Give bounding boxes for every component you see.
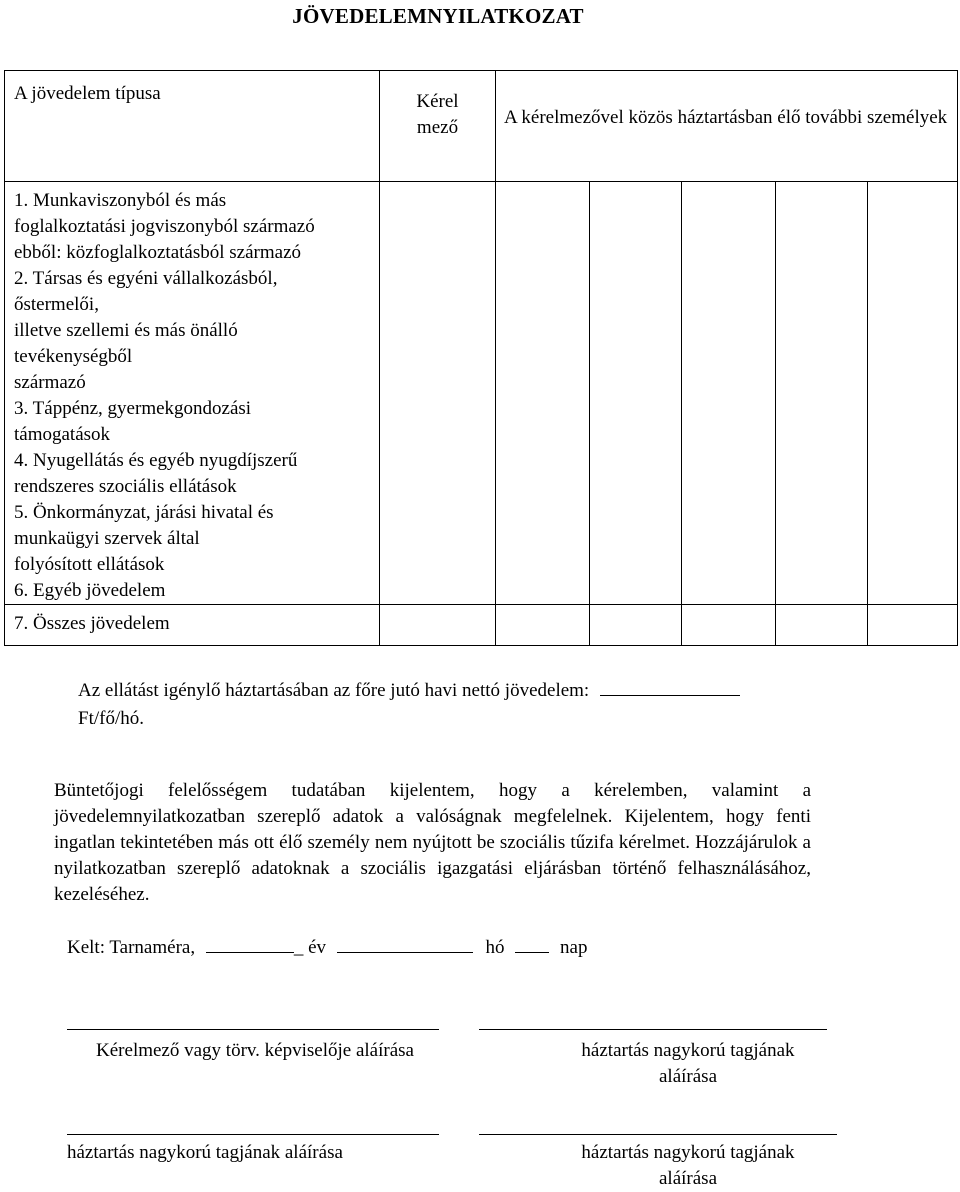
table-row-total [5,605,958,646]
member-5-income-field[interactable] [868,182,958,605]
liability-declaration: Büntetőjogi felelősségem tudatában kijelentem, hogy a kérelemben, valamint a jövedelemnyilatkozatban szereplő adatok a valóságnak megfelelnek. Kijelentem, hogy fenti ingatlan tekintetében más ott élő személy nem nyújtott be szociális tűzifa kérelmet. Hozzájárulok a nyilatkozatban szereplő adatoknak a szociális igazgatási eljárásban történő felhasználásához, kezeléséhez. [54,780,811,905]
income-types-cell [5,182,380,605]
member-4-total-field[interactable] [776,605,868,646]
day-label: nap [560,937,588,958]
member-1-income-field[interactable] [496,182,590,605]
member-2-total-field[interactable] [590,605,682,646]
income-line: munkaügyi szervek által [14,528,200,549]
income-table [4,70,958,646]
header-income-type: A jövedelem típusa [5,71,380,182]
member-2-income-field[interactable] [590,182,682,605]
header-household-members: A kérelmezővel közös háztartásban élő további személyek [496,71,958,182]
income-line: rendszeres szociális ellátások [14,476,237,497]
date-line [67,934,587,959]
document-title: JÖVEDELEMNYILATKOZAT [292,4,584,28]
income-line: illetve szellemi és más önálló [14,320,238,341]
income-line: 1. Munkaviszonyból és más [14,190,227,211]
income-line: folyósított ellátások [14,554,165,575]
member-3-income-field[interactable] [682,182,776,605]
income-line: 2. Társas és egyéni vállalkozásból, [14,268,278,289]
requester-income-field[interactable] [380,182,496,605]
income-line: származó [14,372,86,393]
member-2-signature-line[interactable] [67,1134,439,1135]
date-place-prefix: Kelt: Tarnaméra, [67,937,196,958]
month-blank[interactable] [337,934,473,953]
day-blank[interactable] [515,934,549,953]
member-5-total-field[interactable] [868,605,958,646]
header-requester [380,71,496,182]
member-1-total-field[interactable] [496,605,590,646]
header-requester-text: Kérel mező [416,91,459,138]
table-row-income-types [5,182,958,605]
year-blank[interactable] [206,934,294,953]
income-line: ebből: közfoglalkoztatásból származó [14,242,302,263]
member-2-signature-label: háztartás nagykorú tagjának aláírása [67,1142,343,1163]
income-line: 3. Táppénz, gyermekgondozási [14,398,252,419]
net-income-unit: Ft/fő/hó. [78,708,144,729]
month-label: hó [485,937,505,958]
member-3-signature-line[interactable] [479,1134,837,1135]
total-income-label: 7. Összes jövedelem [5,605,380,646]
requester-total-field[interactable] [380,605,496,646]
member-1-signature-label: háztartás nagykorú tagjának aláírása [581,1040,795,1087]
applicant-signature-label: Kérelmező vagy törv. képviselője aláírása [96,1040,414,1061]
income-line: 6. Egyéb jövedelem [14,580,166,601]
income-line: 4. Nyugellátás és egyéb nyugdíjszerű [14,450,298,471]
year-label: _ év [293,937,327,958]
member-3-signature-label: háztartás nagykorú tagjának aláírása [581,1142,795,1189]
income-line: tevékenységből [14,346,133,367]
applicant-signature-line[interactable] [67,1029,439,1030]
net-income-text: Az ellátást igénylő háztartásában az főre jutó havi nettó jövedelem: [78,680,590,701]
income-line: őstermelői, [14,294,99,315]
member-1-signature-line[interactable] [479,1029,827,1030]
member-4-income-field[interactable] [776,182,868,605]
income-line: foglalkoztatási jogviszonyból származó [14,216,315,237]
income-line: támogatások [14,424,111,445]
net-income-statement [78,677,878,733]
table-header-row [5,71,958,182]
member-3-total-field[interactable] [682,605,776,646]
net-income-blank[interactable] [600,677,740,696]
income-line: 5. Önkormányzat, járási hivatal és [14,502,274,523]
